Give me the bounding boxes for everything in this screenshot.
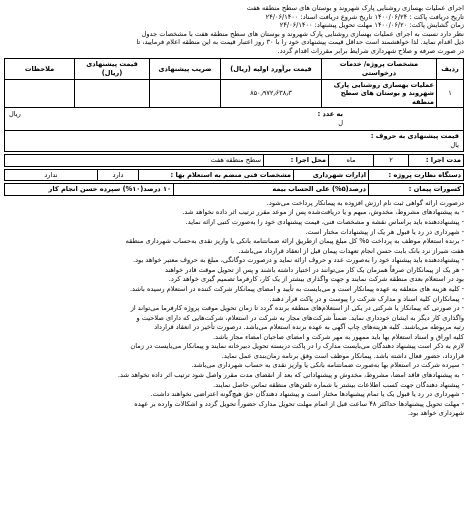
note-line: - برنده استعلام موظف به پرداخت ۵% کل مبلغ پیمان ازطریق ارائه ضمانتنامه بانکی یا واریز نقدی به‌حساب شهرداری منطقه	[125, 237, 464, 246]
header-description: مشخصات پروژه/ خدمات درخواستی	[322, 59, 437, 79]
note-line: - کلیه هزینه های متعلقه به عهده پیمانکار است و می‌بایست به تأیید و امضای پیمانکار شرکت کننده در استعلام رسیده باشد.	[129, 284, 464, 293]
row-estimate: ۸۵۰٫۹۷۲٫۶۳۸٫۳	[221, 79, 322, 108]
note-line: بود در استعلام بعدی منطقه شرکت نمایند و جهت واگذاری بیشتر از یک کار، کارفرما تصمیم گیری خواهد کرد.	[168, 275, 464, 284]
contract-table	[4, 183, 464, 196]
note-line: - پیشنهاد دهندگان جهت کسب اطلاعات بیشتر با شماره تلفن‌های منطقه تماس حاصل نمایند.	[213, 380, 464, 389]
execution-table	[4, 154, 464, 167]
contract-guarantee: ۱۰ درصد(۱۰%) سپرده حسن انجام کار	[5, 184, 174, 196]
note-line: - هر یک از پیمانکاران صرفاً همزمان یک کار می‌توانند در اختیار داشته باشند و پس از تحویل موقت قادر خواهند	[164, 265, 464, 274]
intro-line-2: تاریخ دریافت پاکت : ۱۴۰۰/۰۶/۲۴ تاریخ شروع دریافت اسناد: ۲۴/۰۶/۱۴۰۰	[265, 12, 464, 21]
note-line: - در صورتی که پیمانکار یا شرکتی در یکی از استعلام‌های منطقه برنده گردد تا زمان تحویل موقت پروژه کارفرما می‌تواند از	[130, 304, 464, 313]
row-index: ۱	[437, 79, 464, 108]
offer-rial-label: یال	[450, 141, 459, 150]
intro-line-4: نظر دارد نسبت به اجرای عملیات بهسازی روشنایی پارک شهروند و بوستان های سطح منطقه هفت با مشخصات جدول	[141, 29, 464, 38]
note-line: - سپرده شرکت در استعلام بها به‌صورت ضمانتنامه بانکی یا واریز نقدی به حساب شهرداری می‌باشد.	[191, 361, 464, 370]
contract-label: کسورات پیمان :	[369, 184, 464, 196]
header-notes: ملاحظات	[5, 59, 75, 79]
note-line: واگذاری کار دیگر به ایشان خودداری نماید. ضمناً شرکت‌های مجاز به شرکت در استعلام، شرکت‌هایی که دارای صلاحیت و	[136, 313, 464, 322]
note-line: - پیمانکاران کلیه اسناد و مدارک شرکت را پیوست و در پاکت قرار دهند.	[269, 294, 464, 303]
note-line: هفت شیراز نزد بانک بابت حسن انجام تعهدات پیمان قبل از انعقاد قرارداد می‌باشد.	[238, 246, 464, 255]
note-line: - به پیشنهادهای مشروط، مخدوش، مبهم و یا دریافت‌شده پس از موعد مقرر ترتیب اثر داده نخواهد شد.	[182, 208, 464, 217]
rial-label: ریال	[9, 110, 21, 119]
intro-section	[4, 4, 464, 55]
in-words-row	[5, 108, 464, 131]
intro-line-6: در صورت صرفه و صلاح شهرداری شرایط برابر مقررات اقدام گردد.	[277, 46, 464, 55]
note-line: کلیه اوراق و اسناد استعلام بها باید ممهور به مهر شرکت و امضای صاحبان امضاء مجاز باشد.	[213, 332, 464, 341]
tech-spec-no: ندارد	[5, 169, 98, 181]
duration-value: ۲	[374, 155, 409, 167]
offer-in-letters-row	[5, 131, 464, 152]
notes-section	[4, 199, 464, 418]
project-table-header	[5, 59, 464, 79]
in-words-value: ل	[338, 119, 343, 128]
header-coefficient: ضریب پیشنهادی	[150, 59, 221, 79]
header-estimate: قیمت برآورد اولیه (ریال)	[221, 59, 322, 79]
note-line: - مهلت تحویل پیشنهادها حداکثر ۴۸ ساعت قبل از اتمام مهلت تحویل مدارک حضوراً تحویل گردد و اشکالات وارده بر عهده	[134, 399, 464, 408]
place-label: محل اجرا :	[264, 155, 329, 167]
tech-spec-label: مشخصات فنی منضم به استعلام بها :	[139, 169, 294, 181]
note-line: درصورت ارائه گواهی ثبت نام ارزش افزوده به پیمانکار پرداخت می‌شود.	[266, 198, 464, 207]
tech-spec-yes: دارد	[98, 169, 139, 181]
note-line: شهرداری خواهد بود.	[407, 409, 464, 418]
supervision-label: دستگاه نظارت پروژه :	[369, 169, 464, 181]
note-line: - پیشنهاددهنده باید پیشنهاد خود را به‌صورت عدد و حروف ارائه نماید و درصورت دوگانگی، مبلغ به حروف معتبر خواهد بود.	[133, 256, 464, 265]
row-notes	[5, 79, 75, 108]
intro-line-1: اجرای عملیات بهسازی روشنایی پارک شهروند و بوستان های سطح منطقه هفت	[246, 4, 464, 12]
project-table	[4, 58, 464, 152]
note-line: - شهرداری در رد یا قبول هر یک از پیشنهادات مختار است.	[305, 227, 464, 236]
note-line: لازم به ذکر است پیشنهاد دهندگان می‌بایست مدارک را در پاکت دربسته تحویل دبیرخانه نمایند و پیمانکار می‌بایست در زمان	[130, 342, 464, 351]
in-words-label: به عدد :	[317, 110, 343, 119]
header-offer: قیمت پیشنهادی (ریال)	[75, 59, 150, 79]
offer-in-letters-label: قیمت پیشنهادی به حروف :	[370, 132, 459, 141]
duration-label: مدت اجرا :	[409, 155, 464, 167]
supervision-value: ادارات شهرداری	[294, 169, 369, 181]
place-value: سطح منطقه هفت	[5, 155, 264, 167]
note-line: قرارداد، حضور فعال داشته باشد. پیمانکار موظف است وفق برنامه زمان‌بندی عمل نماید.	[221, 351, 464, 360]
row-offer	[75, 79, 150, 108]
note-line: رتبه مربوطه می‌باشند. کلیه هزینه‌های چاپ آگهی به عهده برنده استعلام می‌باشد. درصورت تأخیر در انعقاد قرارداد	[154, 323, 464, 332]
intro-line-3: زمان گشایش پاکت: ۱۴۰۰/۰۶/۲۰ مهلت تحویل پیشنهاد: ۲۴/۰۶/۱۴۰۰	[279, 21, 464, 30]
note-line: - به پیشنهادهای فاقد امضا، مشروط، مخدوش و پیشنهاداتی که بعد از انقضای مدت مقرر واصل شود ترتیب اثر داده نخواهد شد.	[117, 371, 464, 379]
row-description: عملیات بهسازی روشنایی پارک شهروند و بوستان های سطح منطقه	[322, 79, 437, 108]
duration-unit: ماه	[329, 155, 374, 167]
header-index: ردیف	[437, 59, 464, 79]
project-row	[5, 79, 464, 108]
supervision-table	[4, 169, 464, 182]
intro-line-5: ذیل اقدام نماید. لذا خواهشمند است حداقل قیمت پیشنهادی خود را با ۳۰ روز اعتبار قیمت به این منطقه اعلام فرمایید، تا	[136, 38, 464, 47]
note-line: - شهرداری در رد یا قبول یک یا تمام پیشنهادها مختار است و پیشنهاد دهندگان حق هیچ‌گونه اعتراضی نخواهند داشت.	[150, 390, 464, 399]
contract-insurance: درصد(۵%) علی الحساب بیمه	[174, 184, 369, 196]
note-line: - پیشنهاددهنده باید براساس نقشه و مشخصات فنی، قیمت پیشنهادی خود را به‌صورت کتبی ارائه نماید.	[185, 218, 464, 226]
row-coefficient	[150, 79, 221, 108]
